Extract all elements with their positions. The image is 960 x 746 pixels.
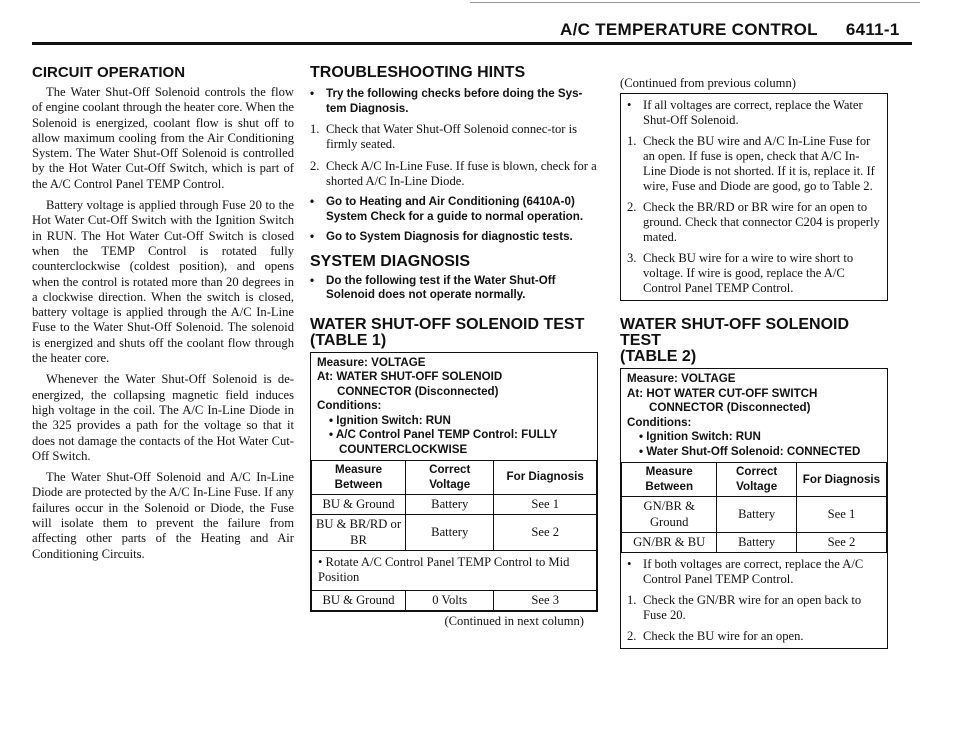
page-number: 6411-1 bbox=[845, 20, 900, 39]
table1-grid bbox=[311, 460, 597, 611]
table1-conditions: Measure: VOLTAGE At: WATER SHUT-OFF SOLENOID CONNECTOR (Disconnected) Conditions: • Ignition Switch: RUN • A/C Control Panel TEMP Control: FULLY COUNTERCLOCKWISE bbox=[317, 355, 558, 456]
table-header: Measure Between bbox=[622, 463, 717, 497]
system-diagnosis-heading: SYSTEM DIAGNOSIS bbox=[310, 252, 471, 270]
paragraph: The Water Shut-Off Solenoid and A/C In-Line Diode are protected by the A/C In-Line Fuse. If any failures occur in the Solenoid or Diode, the Fuse will isolate them to prevent the failure from affecting other parts of the Heating and Air Conditioning Circuits. bbox=[32, 470, 294, 561]
table1-results-box bbox=[620, 93, 888, 301]
paragraph: The Water Shut-Off Solenoid controls the flow of engine coolant through the heater core. When the Solenoid is energized, coolant flow is shut off to allow maximum cooling from the Air Conditioning System. The Water Shut-Off Solenoid is controlled by the Hot Water Cut-Off Switch, which is part of the A/C Control Panel TEMP Control. bbox=[32, 85, 294, 191]
paragraph: Battery voltage is applied through Fuse 20 to the Hot Water Cut-Off Switch with the Ignition Switch in RUN. The Hot Water Cut-Off Switch is closed when the TEMP Control is rotated fully counterclockwise (coldest position), and opens when the control is rotated more than 20 degrees in a clockwise direction. When the switch is closed, battery voltage is applied through the A/C In-Line Fuse to the Water Shut-Off Solenoid. The solenoid is energized and shuts off the coolant flow through the heater core. bbox=[32, 198, 294, 366]
table-header: For Diagnosis bbox=[796, 463, 886, 497]
page-header bbox=[560, 20, 900, 40]
result-item: 3. Check BU wire for a wire to wire short to voltage. If wire is good, replace the A/C Control Panel TEMP Control. bbox=[627, 251, 854, 296]
table2-conditions: Measure: VOLTAGE At: HOT WATER CUT-OFF SWITCH CONNECTOR (Disconnected) Conditions: • Ignition Switch: RUN • Water Shut-Off Solenoid: CONNECTED bbox=[627, 372, 861, 458]
continued-note: (Continued in next column) bbox=[444, 613, 584, 628]
paragraph: Whenever the Water Shut-Off Solenoid is de-energized, the collapsing magnetic field induces high voltage in the coil. The A/C In-Line Diode in the 325 provides a path for the voltage so that it does not damage the contacts of the Hot Water Cut-Off Switch. bbox=[32, 372, 294, 463]
table2-notes bbox=[621, 553, 887, 648]
circuit-operation-heading: CIRCUIT OPERATION bbox=[32, 64, 186, 81]
table-header: For Diagnosis bbox=[494, 461, 597, 495]
result-item: 1. Check the GN/BR wire for an open back to Fuse 20. bbox=[627, 593, 862, 623]
continued-from-note: (Continued from previous column) bbox=[620, 76, 796, 90]
hint-item: 2. Check A/C In-Line Fuse. If fuse is blown, check for a shorted A/C In-Line Diode. bbox=[310, 158, 597, 188]
header-rule bbox=[32, 42, 912, 45]
table2-title: WATER SHUT-OFF SOLENOID TEST (TABLE 2) bbox=[620, 316, 850, 366]
table2-box bbox=[620, 368, 888, 649]
troubleshooting-column bbox=[310, 64, 598, 629]
result-item: 2. Check the BU wire for an open. bbox=[627, 629, 804, 644]
table-row: BU & BR/RD or BR Battery See 2 bbox=[312, 515, 597, 551]
hint-item: • Try the following checks before doing the Sys-tem Diagnosis. bbox=[310, 87, 583, 115]
table-header: Correct Voltage bbox=[717, 463, 797, 497]
table-row: BU & Ground Battery See 1 bbox=[312, 495, 597, 515]
hint-item: • Go to Heating and Air Conditioning (6410A-0) System Check for a guide to normal operation. bbox=[310, 195, 584, 223]
table2-grid bbox=[621, 462, 887, 553]
top-hairline bbox=[470, 2, 920, 3]
table-header: Correct Voltage bbox=[406, 461, 494, 495]
table-header: Measure Between bbox=[312, 461, 406, 495]
result-item: • If all voltages are correct, replace the Water Shut-Off Solenoid. bbox=[627, 98, 863, 128]
hint-item: 1. Check that Water Shut-Off Solenoid connec-tor is firmly seated. bbox=[310, 122, 578, 152]
table1-box bbox=[310, 352, 598, 612]
table1-title: WATER SHUT-OFF SOLENOID TEST (TABLE 1) bbox=[310, 315, 585, 349]
troubleshooting-heading: TROUBLESHOOTING HINTS bbox=[310, 64, 526, 81]
result-item: 1. Check the BU wire and A/C In-Line Fuse for an open. If fuse is open, check that A/C In-Line Diode is not shorted. If it is, replace it. If wire, Fuse and Diode are good, go to Table 2. bbox=[627, 134, 875, 194]
table1-mid-note: • Rotate A/C Control Panel TEMP Control to Mid Position bbox=[312, 551, 597, 591]
hint-item: • Go to System Diagnosis for diagnostic tests. bbox=[310, 230, 573, 244]
table-row: BU & Ground 0 Volts See 3 bbox=[312, 590, 597, 610]
continued-column bbox=[620, 76, 888, 649]
system-diagnosis-note: • Do the following test if the Water Shut-Off Solenoid does not operate normally. bbox=[310, 273, 556, 302]
section-title: A/C TEMPERATURE CONTROL bbox=[560, 20, 818, 39]
result-item: • If both voltages are correct, replace the A/C Control Panel TEMP Control. bbox=[627, 557, 864, 587]
circuit-operation-column bbox=[32, 64, 294, 568]
table-row: GN/BR & Ground Battery See 1 bbox=[622, 497, 887, 533]
table-row: GN/BR & BU Battery See 2 bbox=[622, 532, 887, 552]
result-item: 2. Check the BR/RD or BR wire for an open to ground. Check that connector C204 is properly mated. bbox=[627, 200, 880, 245]
